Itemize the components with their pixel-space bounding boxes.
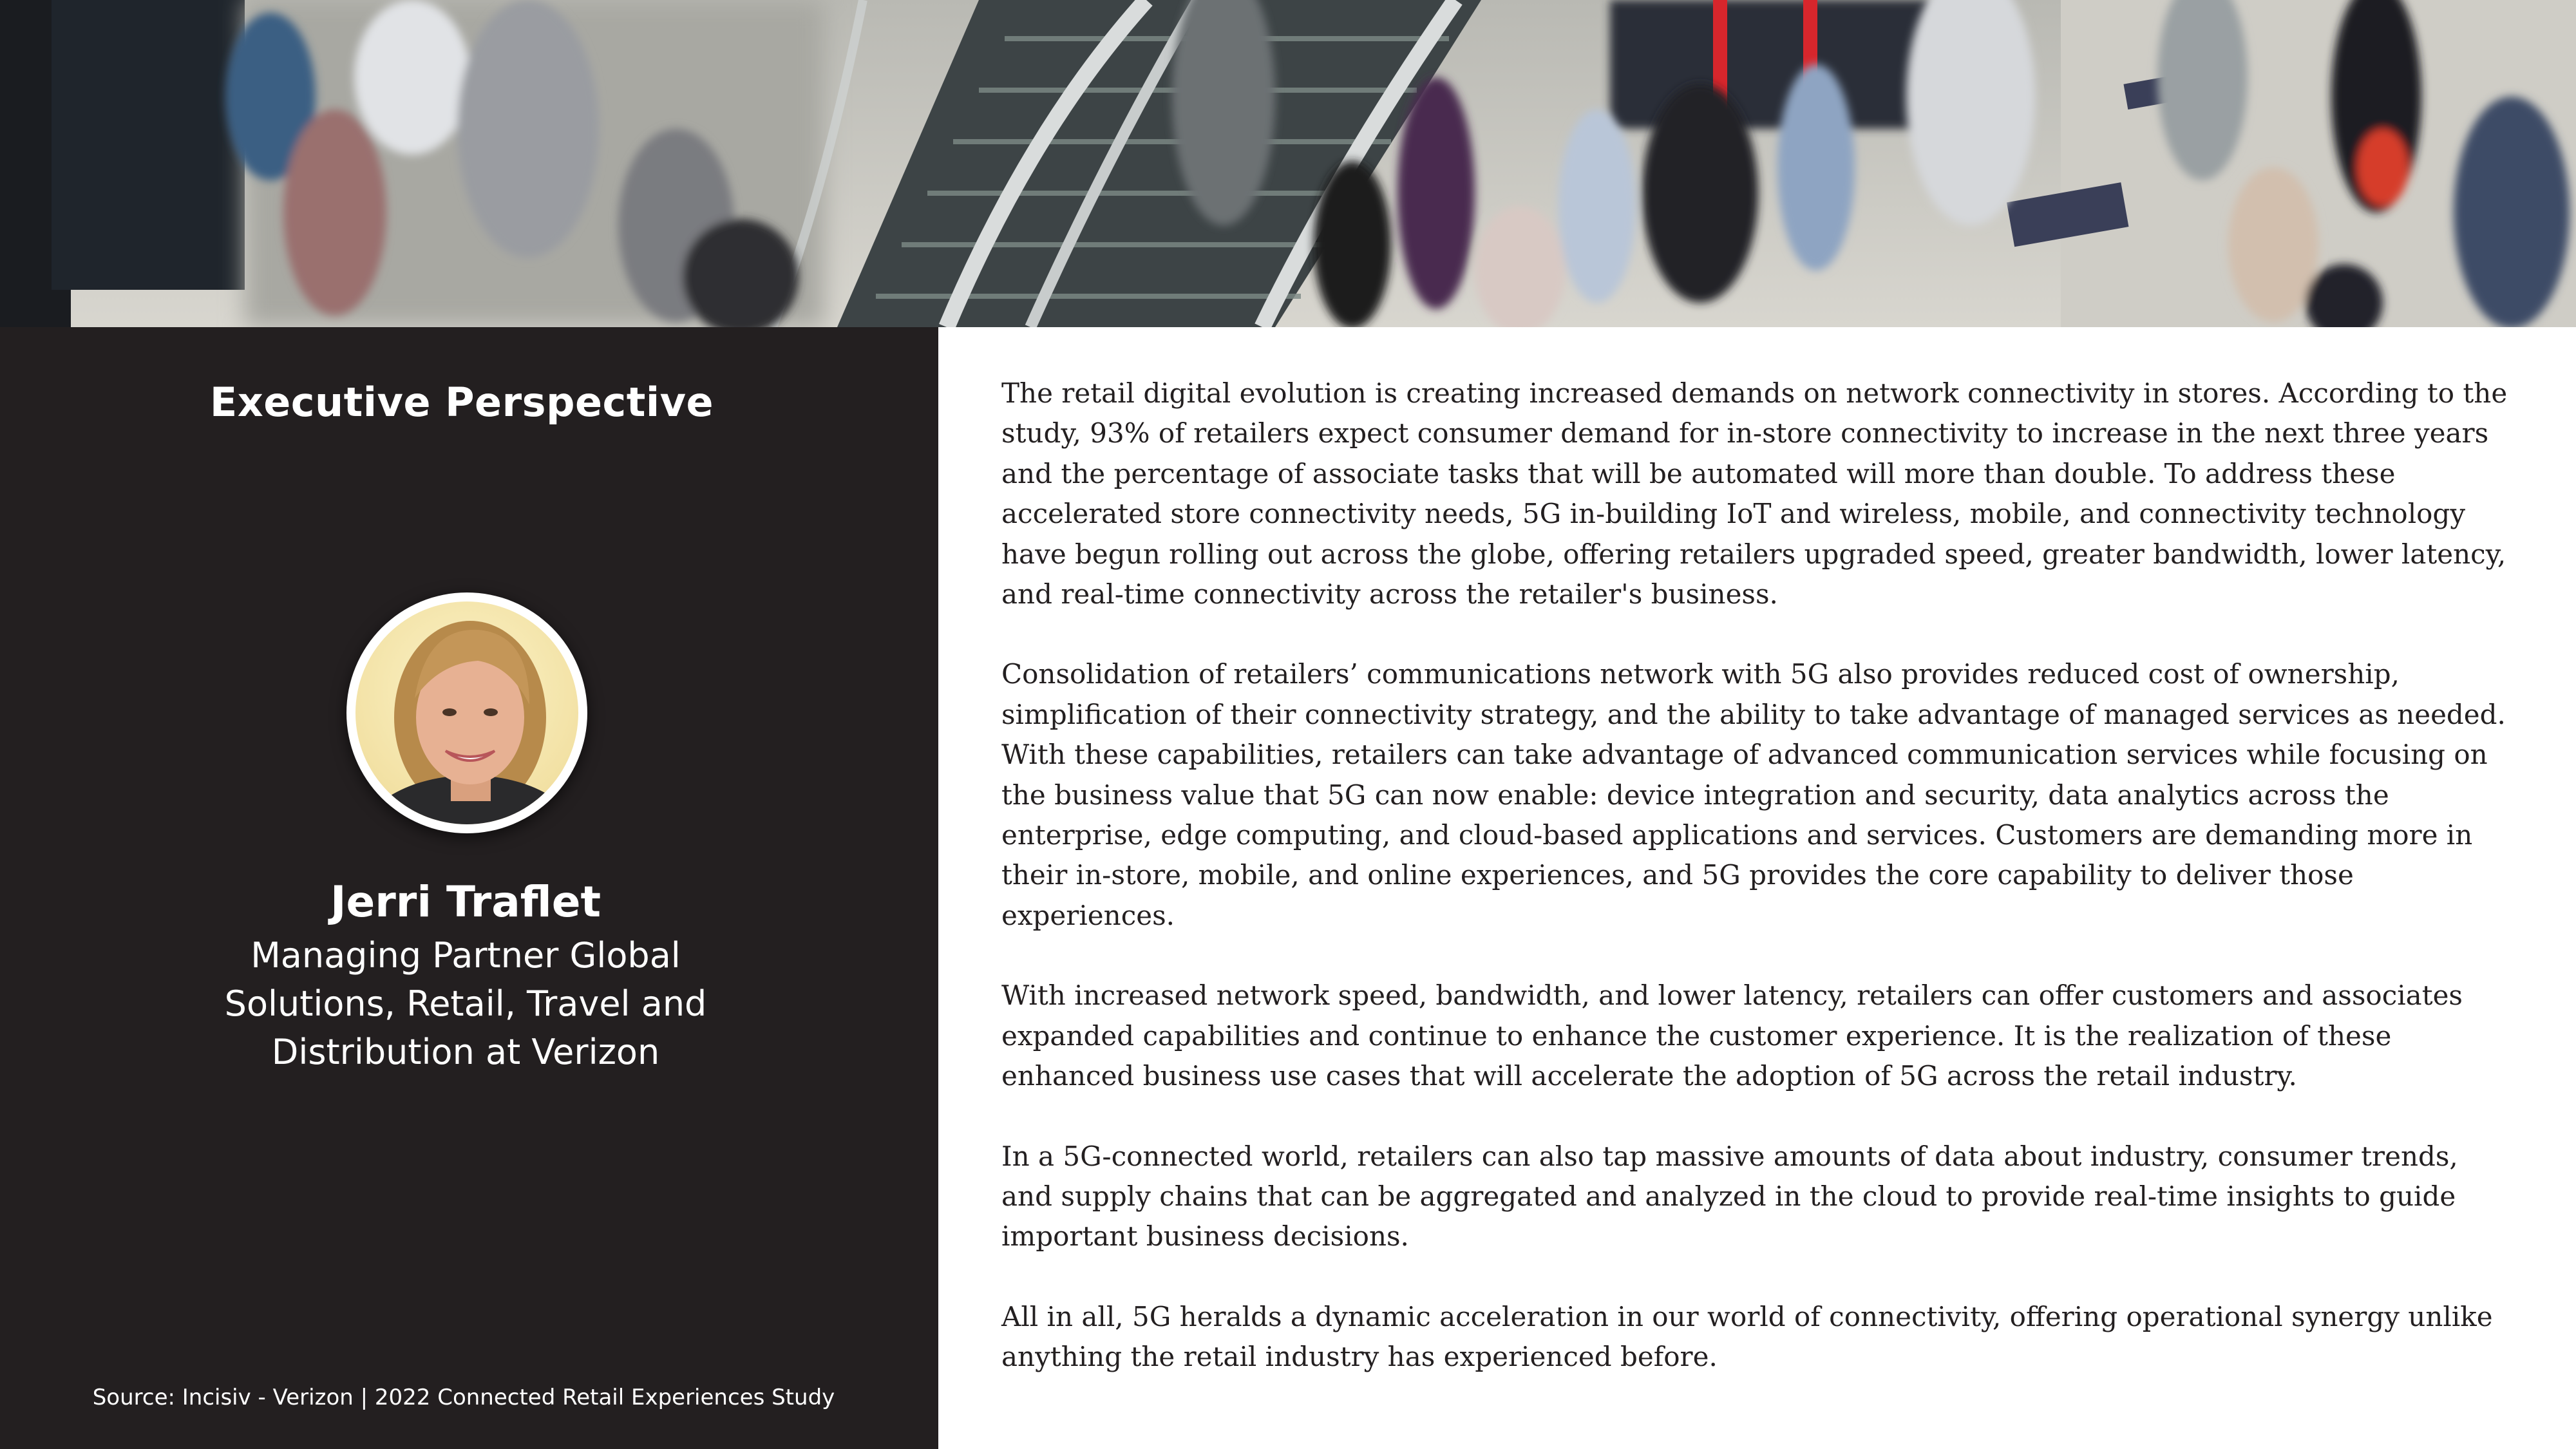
avatar (355, 601, 578, 824)
person-name: Jerri Traflet (330, 877, 601, 927)
panel-heading: Executive Perspective (209, 379, 714, 426)
person-title-line: Managing Partner Global (251, 935, 681, 976)
person-title-line: Solutions, Retail, Travel and (224, 983, 707, 1024)
article-paragraph: The retail digital evolution is creating increased demands on network connectivity in stores. According to the study, 93% of retailers expect consumer demand for in-store connectivity to increase in the next three years and the percentage of associate tasks that will be automated will more than double. To address these accelerated store connectivity needs, 5G in-building IoT and wireless, mobile, and connectivity technology have begun rolling out across the globe, offering retailers upgraded speed, greater bandwidth, lower latency, and real-time connectivity across the retailer's business. (1001, 377, 2508, 611)
profile-panel (0, 327, 938, 1449)
article-paragraph: Consolidation of retailers’ communications network with 5G also provides reduced cost of ownership, simplification of their connectivity strategy, and the ability to take advantage of managed services as needed. With these capabilities, retailers can take advantage of advanced communication services while focusing on the business value that 5G can now enable: device integration and security, data analytics across the enterprise, edge computing, and cloud-based applications and services. Customers are demanding more in their in-store, mobile, and online experiences, and 5G provides the core capability to deliver those experiences. (1001, 658, 2506, 931)
portrait-icon (355, 601, 578, 824)
article-panel (938, 327, 2576, 1449)
crowd-photo-icon (0, 0, 2576, 327)
avatar-frame (346, 592, 587, 833)
article-paragraph: In a 5G-connected world, retailers can also tap massive amounts of data about industry, consumer trends, and supply chains that can be aggregated and analyzed in the cloud to provide real-time insights to guide important business decisions. (1001, 1140, 2458, 1253)
hero-photo (0, 0, 2576, 327)
person-title (187, 931, 744, 1076)
article-paragraph: All in all, 5G heralds a dynamic acceleration in our world of connectivity, offering operational synergy unlike anything the retail industry has experienced before. (1001, 1300, 2493, 1373)
person-title-line: Distribution at Verizon (271, 1032, 660, 1072)
article-paragraph: With increased network speed, bandwidth, and lower latency, retailers can offer customers and associates expanded capabilities and continue to enhance the customer experience. It is the realization of these enhanced business use cases that will accelerate the adoption of 5G across the retail industry. (1001, 980, 2463, 1092)
source-note: Source: Incisiv - Verizon | 2022 Connected Retail Experiences Study (92, 1385, 835, 1410)
article-body (1001, 374, 2508, 1417)
